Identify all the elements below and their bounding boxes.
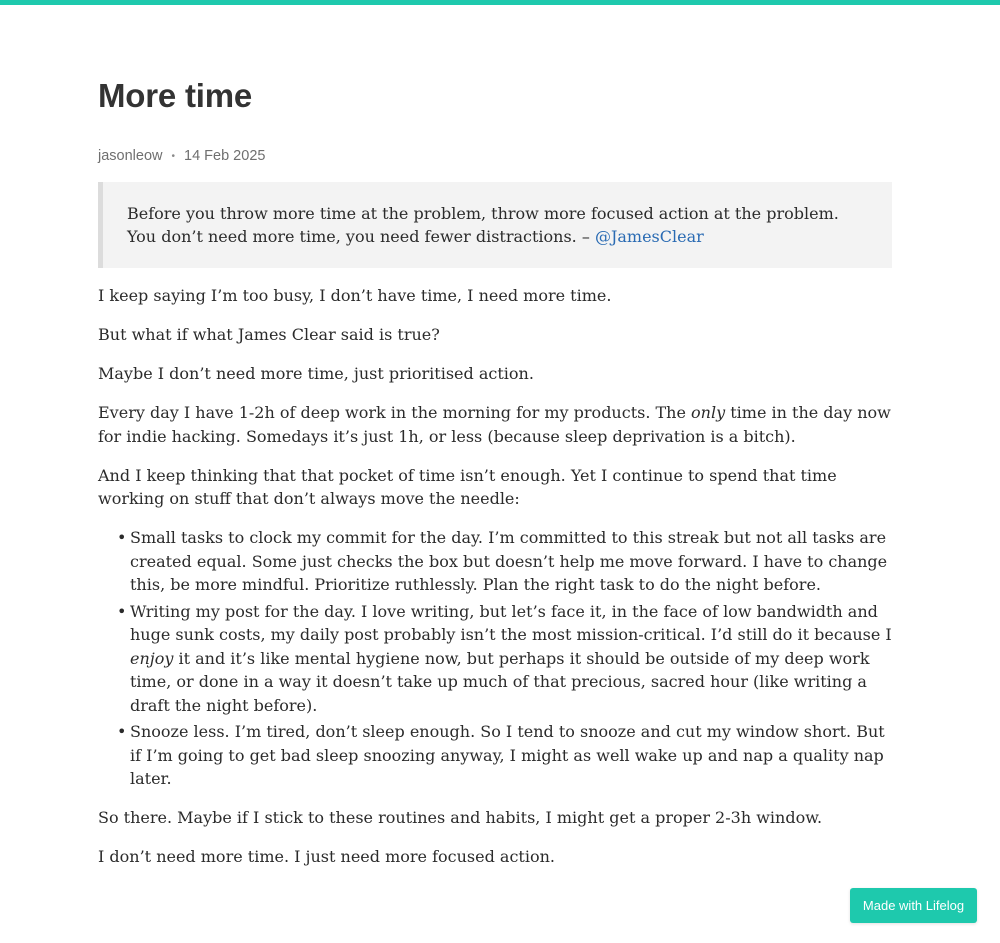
made-with-lifelog-button[interactable]: Made with Lifelog [850, 888, 977, 923]
paragraph-text: Every day I have 1-2h of deep work in the morning for my products. The [98, 403, 692, 422]
paragraph: And I keep thinking that that pocket of time isn’t enough. Yet I continue to spend that time working on stuff that don’t always move the needle: [98, 465, 837, 508]
blockquote [98, 182, 892, 268]
post-meta [98, 146, 892, 166]
list-item-text: Writing my post for the day. I love writing, but let’s face it, in the face of low bandwidth and huge sunk costs, my daily post probably isn’t the most mission-critical. I’d still do it because I [130, 601, 892, 644]
paragraph [98, 401, 892, 448]
emphasis-text: only [691, 403, 726, 422]
list-item-text: it and it’s like mental hygiene now, but perhaps it should be outside of my deep work time, or done in a way it doesn’t take up much of that precious, sacred hour (like writing a draft the night before). [130, 648, 870, 715]
paragraph: Maybe I don’t need more time, just prioritised action. [98, 364, 534, 383]
top-accent-bar [0, 0, 1000, 5]
emphasis-text: enjoy [130, 648, 174, 668]
author-link[interactable]: jasonleow [98, 148, 163, 164]
paragraph-text: time in the day now for indie hacking. Somedays it’s just 1h, or less (because sleep deprivation is a bitch). [98, 403, 891, 446]
paragraph: I don’t need more time. I just need more focused action. [98, 847, 555, 866]
bullet-icon: • [117, 528, 127, 547]
paragraph: So there. Maybe if I stick to these routines and habits, I might get a proper 2-3h window. [98, 808, 823, 827]
meta-separator: • [171, 151, 176, 162]
bullet-list [98, 526, 892, 791]
list-item [98, 526, 892, 597]
quote-author-link[interactable]: @JamesClear [594, 227, 704, 246]
list-item-text: Snooze less. I’m tired, don’t sleep enough. So I tend to snooze and cut my window short. But if I’m going to get bad sleep snoozing anyway, I might as well wake up and nap a quality nap later. [130, 722, 885, 788]
post-container [98, 74, 892, 869]
quote-text: Before you throw more time at the problem, throw more focused action at the problem. You don’t need more time, you need fewer distractions. – [127, 204, 839, 246]
post-date: 14 Feb 2025 [184, 148, 266, 164]
post-title: More time [98, 77, 253, 114]
list-item-text: Small tasks to clock my commit for the day. I’m committed to this streak but not all tasks are created equal. Some just checks the box but doesn’t help me move forward. I have to change this, be more mindful. Prioritize ruthlessly. Plan the right task to do the night before. [130, 528, 888, 594]
list-item [98, 600, 892, 718]
bullet-icon: • [117, 601, 127, 621]
paragraph: But what if what James Clear said is true? [98, 325, 440, 344]
post-body [98, 284, 892, 869]
bullet-icon: • [117, 722, 127, 741]
paragraph: I keep saying I’m too busy, I don’t have time, I need more time. [98, 286, 612, 305]
list-item [98, 720, 892, 791]
